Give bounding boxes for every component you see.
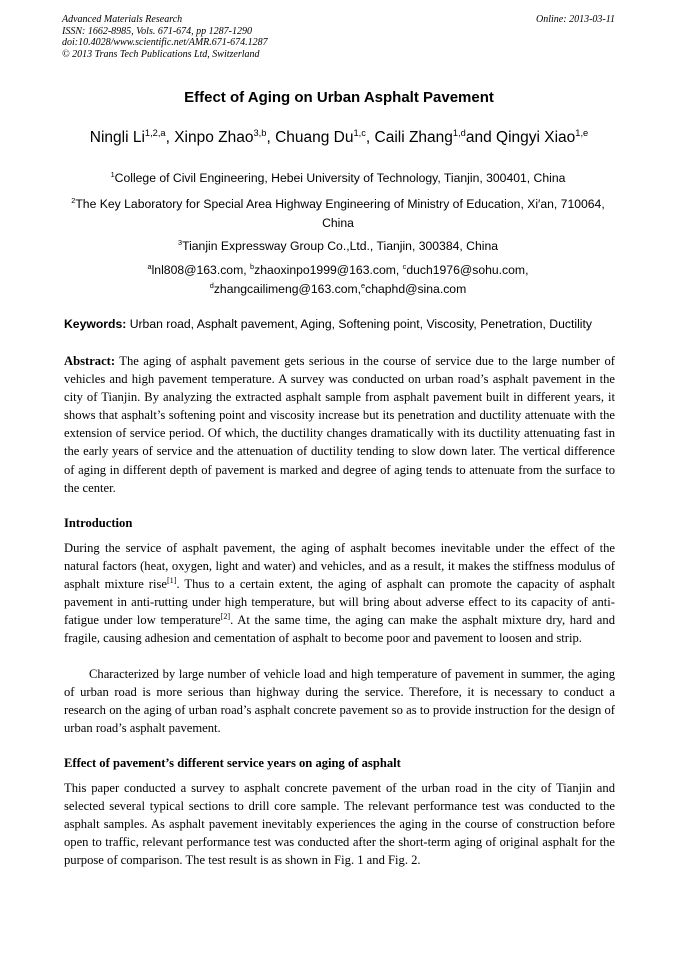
- affiliation-text: College of Civil Engineering, Hebei University of Technology, Tianjin, 300401, China: [114, 171, 566, 186]
- email-sup: c: [402, 262, 407, 271]
- email-address: zhaoxinpo1999@163.com,: [254, 263, 403, 278]
- intro-text: . At the same time, the aging can make the asphalt mixture dry, hard and fragile, causing adhesion and cementation of asphalt to become poor and pavement to loosen and strip.: [64, 613, 615, 646]
- author-separator: ,: [266, 129, 276, 147]
- author-list: [0, 128, 678, 147]
- journal-header: [62, 14, 268, 60]
- email-address: chaphd@sina.com: [365, 282, 467, 297]
- introduction-heading: Introduction: [64, 516, 133, 530]
- author-name: Xinpo Zhao: [174, 129, 254, 147]
- affiliation-sup: 1: [110, 170, 115, 179]
- author-name: and Qingyi Xiao: [465, 129, 576, 147]
- author-separator: ,: [365, 129, 375, 147]
- email-address: lnl808@163.com,: [151, 263, 251, 278]
- introduction-paragraph-1: [64, 539, 615, 648]
- paper-title: Effect of Aging on Urban Asphalt Pavement: [184, 89, 494, 106]
- affiliation-3: [62, 233, 614, 256]
- author-affil-sup: 1,d: [452, 128, 466, 138]
- journal-issn: ISSN: 1662-8985, Vols. 671-674, pp 1287-1290: [62, 25, 252, 37]
- email-line: [62, 278, 614, 297]
- email-address: zhangcailimeng@163.com,: [213, 282, 362, 297]
- author-name: Chuang Du: [275, 129, 354, 147]
- email-sup: e: [361, 281, 366, 291]
- author-name: Ningli Li: [89, 129, 145, 147]
- affiliation-1: [62, 165, 614, 188]
- email-address: duch1976@sohu.com,: [406, 263, 529, 278]
- intro-text: . Thus to a certain extent, the aging of asphalt can promote the capacity of asphalt pavement in anti-rutting under high temperature, but will bring about adverse effect to its capacity of anti-fatigue under low temperature: [64, 577, 616, 628]
- email-line: [62, 259, 614, 278]
- email-sup: d: [209, 281, 214, 291]
- email-sup: b: [250, 262, 255, 271]
- abstract-text: The aging of asphalt pavement gets serious in the course of service due to the large number of vehicles and high pavement temperature. A survey was conducted on urban road’s asphalt pavement in the city of Tianjin. By analyzing the extracted asphalt sample from asphalt pavement built in different years, it shows that asphalt’s softening point and viscosity increase but its penetration and ductility attenuate with the extension of service period. Of which, the ductility changes dramatically with its ductility attenuating fast in the early years of service and the attenuation of ductility tending to slow down later. The vertical difference of aging in different depth of pavement is marked and degree of aging tends to attenuate from the surface to the center.: [64, 354, 615, 495]
- journal-name: Advanced Materials Research: [62, 14, 183, 25]
- citation-ref: [2]: [220, 612, 231, 622]
- author-affil-sup: 1,c: [353, 128, 366, 138]
- intro-text: During the service of asphalt pavement, the aging of asphalt becomes inevitable under the effect of the natural factors (heat, oxygen, light and water) and vehicles, and as a result, it makes the stiffness modulus of asphalt mixture rise: [64, 541, 615, 592]
- affiliation-text: The Key Laboratory for Special Area Highway Engineering of Ministry of Education, Xi′an, 710064, China: [75, 197, 605, 231]
- keywords-label: Keywords:: [64, 317, 127, 331]
- section-2-paragraph-1: This paper conducted a survey to asphalt concrete pavement of the urban road in the city of Tianjin and selected several typical sections to drill core sample. The relevant performance test was conducted to the asphalt samples. As asphalt pavement inevitably experiences the aging in the course of construction before open to traffic, relevant performance test was conducted after the short-term aging of original asphalt for the purpose of comparison. The test result is as shown in Fig. 1 and Fig. 2.: [64, 781, 615, 868]
- affiliation-sup: 3: [178, 238, 183, 247]
- author-affil-sup: 1,2,a: [144, 128, 166, 138]
- author-separator: ,: [165, 129, 175, 147]
- email-sup: a: [147, 262, 152, 271]
- online-date: Online: 2013-03-11: [536, 14, 615, 25]
- journal-doi: doi:10.4028/www.scientific.net/AMR.671-674.1287: [62, 37, 268, 48]
- affiliation-text: Tianjin Expressway Group Co.,Ltd., Tianjin, 300384, China: [182, 239, 498, 254]
- introduction-paragraph-2: Characterized by large number of vehicle load and high temperature of pavement in summer, the aging of urban road is more serious than highway during the service. Therefore, it is necessary to conduct a research on the aging of urban road’s asphalt concrete pavement so as to provide instruction for the design of urban road’s asphalt pavement.: [64, 667, 615, 736]
- author-emails: [62, 259, 614, 297]
- section-2-heading: Effect of pavement’s different service years on aging of asphalt: [64, 756, 401, 770]
- author-affil-sup: 3,b: [253, 128, 267, 138]
- affiliation-sup: 2: [71, 196, 76, 205]
- journal-copyright: © 2013 Trans Tech Publications Ltd, Switzerland: [62, 48, 260, 60]
- abstract: [64, 352, 615, 497]
- author-name: Caili Zhang: [374, 129, 453, 147]
- author-affil-sup: 1,e: [575, 128, 589, 138]
- keywords-text: Urban road, Asphalt pavement, Aging, Softening point, Viscosity, Penetration, Ductility: [126, 317, 592, 331]
- abstract-label: Abstract:: [64, 354, 116, 368]
- citation-ref: [1]: [166, 576, 177, 585]
- affiliation-2: [62, 191, 614, 233]
- keywords: [64, 317, 616, 331]
